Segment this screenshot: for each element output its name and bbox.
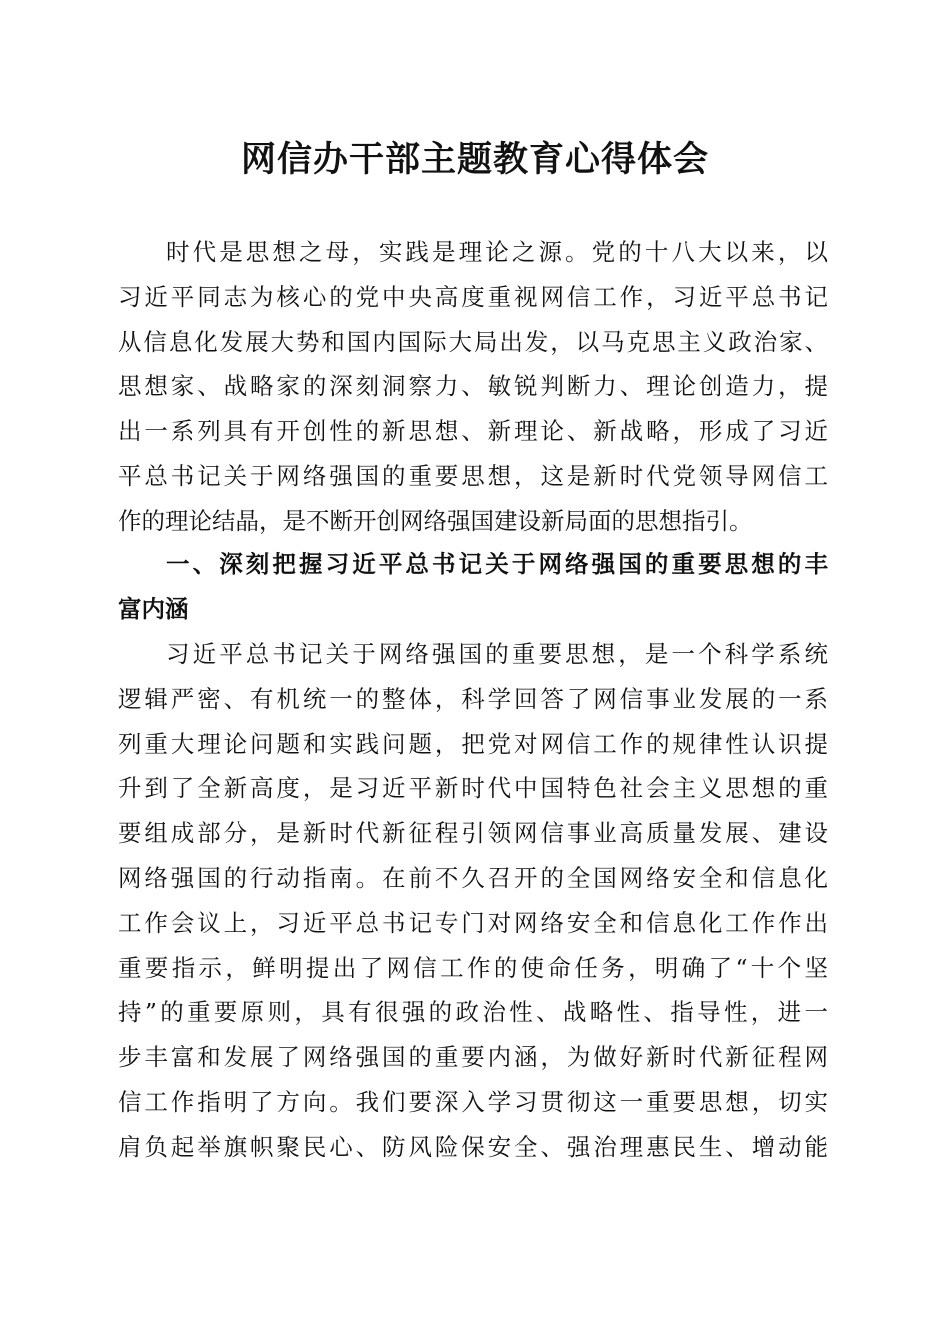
text-line: 习近平总书记关于网络强国的重要思想，是一个科学系统	[166, 640, 828, 668]
text-line: 思想家、战略家的深刻洞察力、敏锐判断力、理论创造力，提	[118, 372, 828, 401]
heading-line: 富内涵	[118, 594, 189, 623]
text-line: 持”的重要原则，具有很强的政治性、战略性、指导性，进一	[118, 998, 828, 1027]
text-line: 习近平同志为核心的党中央高度重视网信工作，习近平总书记	[118, 282, 828, 311]
paragraph-intro	[118, 230, 828, 544]
text-line: 平总书记关于网络强国的重要思想，这是新时代党领导网信工	[118, 461, 828, 490]
text-line: 时代是思想之母，实践是理论之源。党的十八大以来，以	[166, 238, 828, 266]
text-line: 作的理论结晶，是不断开创网络强国建设新局面的思想指引。	[118, 506, 753, 535]
text-line: 出一系列具有开创性的新思想、新理论、新战略，形成了习近	[118, 417, 828, 446]
text-line: 信工作指明了方向。我们要深入学习贯彻这一重要思想，切实	[118, 1087, 828, 1116]
section-heading-1	[118, 542, 828, 632]
text-line: 步丰富和发展了网络强国的重要内涵，为做好新时代新征程网	[118, 1043, 828, 1072]
text-line: 肩负起举旗帜聚民心、防风险保安全、强治理惠民生、增动能	[118, 1132, 828, 1161]
text-line: 网络强国的行动指南。在前不久召开的全国网络安全和信息化	[118, 863, 828, 892]
text-line: 要组成部分，是新时代新征程引领网信事业高质量发展、建设	[118, 819, 828, 848]
text-line: 升到了全新高度，是习近平新时代中国特色社会主义思想的重	[118, 774, 828, 803]
text-line: 从信息化发展大势和国内国际大局出发，以马克思主义政治家、	[118, 327, 828, 356]
text-line: 逻辑严密、有机统一的整体，科学回答了网信事业发展的一系	[118, 684, 828, 713]
document-title: 网信办干部主题教育心得体会	[240, 139, 709, 180]
text-line: 工作会议上，习近平总书记专门对网络安全和信息化工作作出	[118, 908, 828, 937]
text-line: 重要指示，鲜明提出了网信工作的使命任务，明确了“十个坚	[118, 953, 828, 982]
heading-line: 一、深刻把握习近平总书记关于网络强国的重要思想的丰	[166, 550, 828, 578]
text-line: 列重大理论问题和实践问题，把党对网信工作的规律性认识提	[118, 729, 828, 758]
paragraph-section-1	[118, 632, 828, 1170]
